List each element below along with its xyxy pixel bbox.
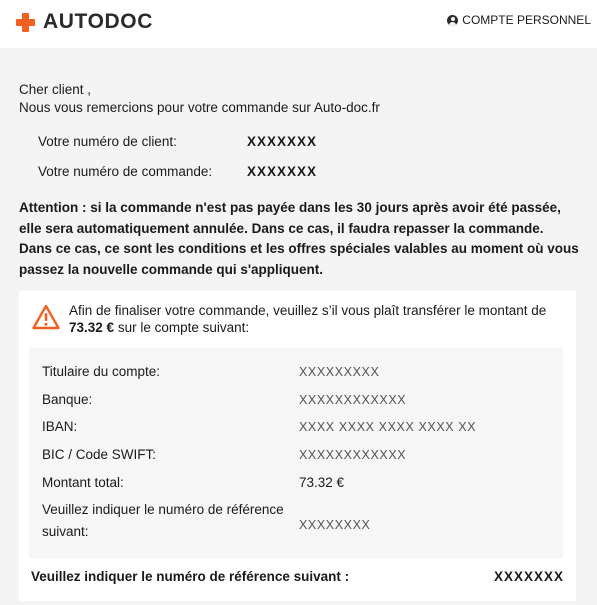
account-holder-value: XXXXXXXXX xyxy=(299,365,380,379)
reference-detail-value: XXXXXXXX xyxy=(299,518,371,532)
payment-instructions xyxy=(69,303,569,336)
order-number-label: Votre numéro de commande: xyxy=(38,163,213,179)
swift-label: BIC / Code SWIFT: xyxy=(42,447,157,462)
greeting xyxy=(19,81,380,117)
payment-intro-text: Afin de finaliser votre commande, veuillez s’il vous plaît transférer le montant de xyxy=(69,303,547,318)
reference-value: XXXXXXX xyxy=(493,569,564,584)
brand-name: AUTODOC xyxy=(43,10,153,33)
user-circle-icon xyxy=(447,15,458,26)
payment-amount: 73.32 € xyxy=(69,319,115,335)
reference-label-line1: Veuillez indiquer le numéro de référence xyxy=(42,502,284,517)
reference-label-line2: suivant: xyxy=(42,524,89,539)
account-label: COMPTE PERSONNEL xyxy=(462,13,591,27)
reference-label: Veuillez indiquer le numéro de référence suivant : xyxy=(31,569,350,584)
order-info xyxy=(38,126,317,186)
payment-card xyxy=(19,291,576,601)
customer-number-value: XXXXXXX xyxy=(247,133,318,149)
total-amount-value: 73.32 € xyxy=(299,475,345,490)
payment-intro-suffix: sur le compte suivant: xyxy=(117,319,250,335)
cancellation-warning: Attention : si la commande n'est pas payée dans les 30 jours après avoir été passée, elle sera automatiquement annulée. Dans ce cas, il faudra repasser la commande. Dans ce cas, ce sont les conditions et les offres spéciales valables au moment où vous passez la nouvelle commande qui s'appliquent. xyxy=(19,200,579,277)
autodoc-logo[interactable] xyxy=(16,9,153,35)
salutation: Cher client , xyxy=(19,82,92,97)
warning-triangle-icon xyxy=(32,304,60,330)
account-holder-label: Titulaire du compte: xyxy=(42,364,161,379)
account-link[interactable] xyxy=(447,13,591,27)
bank-value: XXXXXXXXXXXX xyxy=(299,393,407,407)
order-number-value: XXXXXXX xyxy=(247,163,318,179)
reference-detail-label xyxy=(42,499,284,543)
bank-details xyxy=(29,348,563,558)
order-number-row xyxy=(38,156,317,186)
customer-number-label: Votre numéro de client: xyxy=(38,133,177,149)
plus-logo-icon xyxy=(16,13,35,32)
page-header xyxy=(0,0,597,48)
bank-label: Banque: xyxy=(42,392,93,407)
iban-value: XXXX XXXX XXXX XXXX XX xyxy=(299,420,477,434)
iban-label: IBAN: xyxy=(42,419,78,434)
thanks-message: Nous vous remercions pour votre commande sur Auto-doc.fr xyxy=(19,100,380,115)
swift-value: XXXXXXXXXXXX xyxy=(299,448,407,462)
customer-number-row xyxy=(38,126,317,156)
total-amount-label: Montant total: xyxy=(42,475,124,490)
